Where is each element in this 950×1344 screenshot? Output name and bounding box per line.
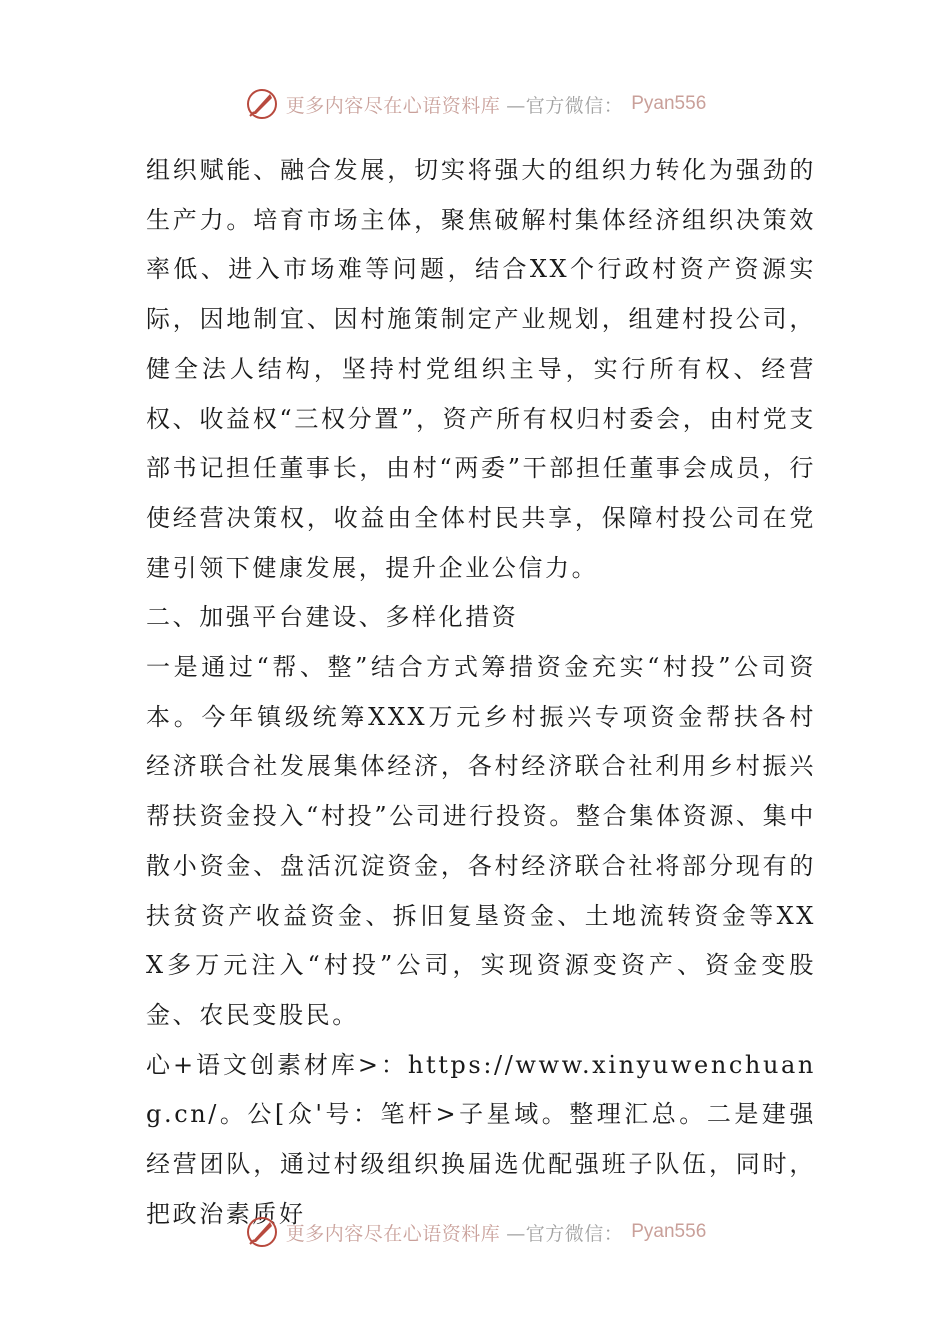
paragraph-2: 一是通过“帮、整”结合方式筹措资金充实“村投”公司资本。今年镇级统筹XXX万元乡村振兴专项资金帮扶各村经济联合社发展集体经济，各村经济联合社利用乡村振兴帮扶资金投入“村投”公司进行投资。整合集体资源、集中散小资金、盘活沉淀资金，各村经济联合社将部分现有的扶贫资产收益资金、拆旧复垦资金、土地流转资金等XXX多万元注入“村投”公司，实现资源变资产、资金变股金、农民变股民。 [146,653,816,1029]
header-brand-subtitle: —官方微信： [506,94,624,117]
footer-brand-wechat-id: Pyan556 [631,1221,707,1242]
footer-brand-title: 更多内容尽在心语资料库 [285,1222,501,1245]
quill-logo-icon [244,86,280,122]
header-brand [244,86,707,122]
section-heading-2: 二、加强平台建设、多样化措资 [146,603,519,632]
page-footer [0,1210,950,1254]
page-header [0,82,950,126]
header-brand-wechat-id: Pyan556 [631,93,707,114]
paragraph-1: 组织赋能、融合发展，切实将强大的组织力转化为强劲的生产力。培育市场主体，聚焦破解村集体经济组织决策效率低、进入市场难等问题，结合XX个行政村资产资源实际，因地制宜、因村施策制定产业规划，组建村投公司，健全法人结构，坚持村党组织主导，实行所有权、经营权、收益权“三权分置”，资产所有权归村委会，由村党支部书记担任董事长，由村“两委”干部担任董事会成员，行使经营决策权，收益由全体村民共享，保障村投公司在党建引领下健康发展，提升企业公信力。 [146,156,816,582]
quill-logo-icon [244,1214,280,1250]
footer-brand [244,1214,707,1250]
footer-brand-subtitle: —官方微信： [506,1222,624,1245]
header-brand-title: 更多内容尽在心语资料库 [285,94,501,117]
paragraph-3: 心+语文创素材库>：https://www.xinyuwenchuang.cn/。公[众'号：笔杆>子星域。整理汇总。二是建强经营团队，通过村级组织换届选优配强班子队伍，同时，把政治素质好 [146,1050,816,1228]
document-body [146,146,816,1239]
